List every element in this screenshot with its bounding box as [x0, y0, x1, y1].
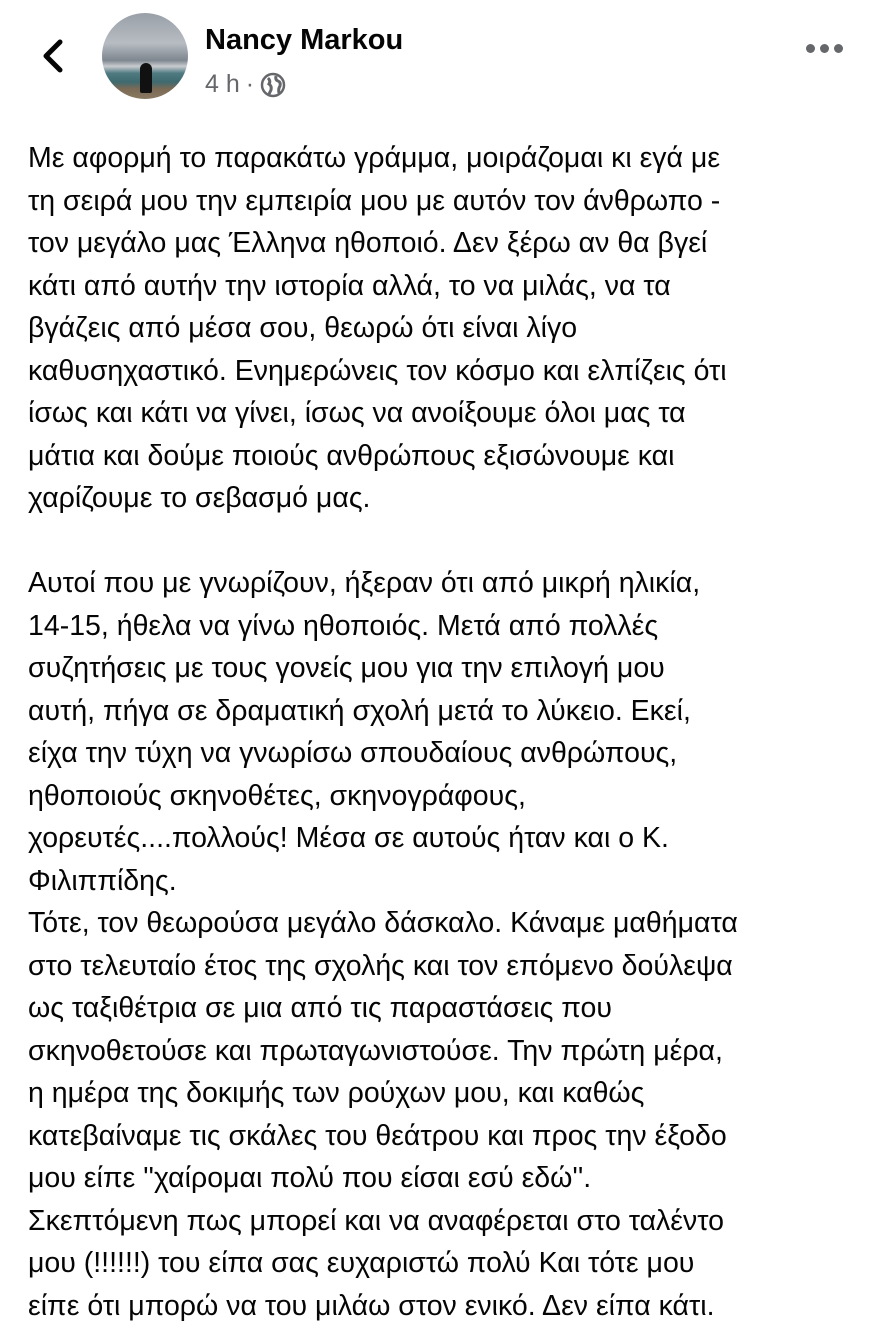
globe-icon[interactable]: [260, 72, 286, 98]
post-text-line: Αυτοί που με γνωρίζουν, ήξεραν ότι από μικρή ηλικία,: [28, 567, 701, 599]
post-text-line: 14-15, ήθελα να γίνω ηθοποιός. Μετά από πολλές: [28, 609, 659, 642]
post-text-line: είχα την τύχη να γνωρίσω σπουδαίους ανθρώπους,: [28, 737, 678, 769]
paragraph-1: [28, 137, 868, 520]
more-dot: [834, 44, 843, 53]
post-text-line: ως ταξιθέτρια σε μια από τις παραστάσεις που: [28, 992, 612, 1024]
more-dot: [806, 44, 815, 53]
post-meta: [205, 70, 286, 99]
author-name[interactable]: Nancy Markou: [205, 24, 404, 56]
post-text-line: κατεβαίναμε τις σκάλες του θεάτρου και προς την έξοδο: [28, 1119, 727, 1152]
post-text-line: μάτια και δούμε ποιούς ανθρώπους εξισώνουμε και: [28, 439, 675, 472]
post-text-line: μου (!!!!!!) του είπα σας ευχαριστώ πολύ Και τότε μου: [28, 1247, 695, 1279]
post-text-line: συζητήσεις με τους γονείς μου για την επιλογή μου: [28, 652, 665, 684]
more-options-button[interactable]: [806, 44, 843, 53]
post-text-line: αυτή, πήγα σε δραματική σχολή μετά το λύκειο. Εκεί,: [28, 694, 691, 727]
meta-separator: ·: [245, 70, 255, 98]
post-text-line: βγάζεις από μέσα σου, θεωρώ ότι είναι λίγο: [28, 312, 578, 344]
post-body: [28, 137, 868, 1327]
avatar-figure: [140, 63, 152, 93]
paragraph-2: [28, 562, 868, 1327]
more-dot: [820, 44, 829, 53]
chevron-left-icon: [36, 36, 76, 76]
post-text-line: ηθοποιούς σκηνοθέτες, σκηνογράφους,: [28, 779, 526, 812]
post-text-line: η ημέρα της δοκιμής των ρούχων μου, και καθώς: [28, 1077, 645, 1109]
post-text-line: Με αφορμή το παρακάτω γράμμα, μοιράζομαι κι εγά με: [28, 142, 721, 174]
post-text-line: τη σειρά μου την εμπειρία μου με αυτόν τον άνθρωπο -: [28, 184, 721, 217]
avatar[interactable]: [102, 13, 188, 99]
post-text-line: καθυσηχαστικό. Ενημερώνεις τον κόσμο και ελπίζεις ότι: [28, 354, 727, 387]
paragraph-gap: [28, 520, 868, 563]
post-text-line: Φιλιππίδης.: [28, 864, 177, 897]
post-text-line: ίσως και κάτι να γίνει, ίσως να ανοίξουμε όλοι μας τα: [28, 397, 686, 429]
post-text-line: χαρίζουμε το σεβασμό μας.: [28, 482, 371, 514]
post-text-line: τον μεγάλο μας Έλληνα ηθοποιό. Δεν ξέρω αν θα βγεί: [28, 227, 708, 259]
post-time[interactable]: 4 h: [205, 70, 240, 98]
back-button[interactable]: [36, 36, 76, 76]
post-text-line: χορευτές....πολλούς! Μέσα σε αυτούς ήταν και ο Κ.: [28, 822, 669, 854]
post-text-line: σκηνοθετούσε και πρωταγωνιστούσε. Την πρώτη μέρα,: [28, 1034, 723, 1067]
post-text-line: κάτι από αυτήν την ιστορία αλλά, το να μιλάς, να τα: [28, 269, 671, 302]
post-text-line: μου είπε ''χαίρομαι πολύ που είσαι εσύ εδώ''.: [28, 1162, 592, 1194]
post-text-line: στο τελευταίο έτος της σχολής και τον επόμενο δούλεψα: [28, 949, 733, 982]
post-text-line: Τότε, τον θεωρούσα μεγάλο δάσκαλο. Κάναμε μαθήματα: [28, 907, 738, 939]
post-text-line: Σκεπτόμενη πως μπορεί και να αναφέρεται στο ταλέντο: [28, 1204, 724, 1237]
post-text-line: είπε ότι μπορώ να του μιλάω στον ενικό. Δεν είπα κάτι.: [28, 1289, 715, 1322]
